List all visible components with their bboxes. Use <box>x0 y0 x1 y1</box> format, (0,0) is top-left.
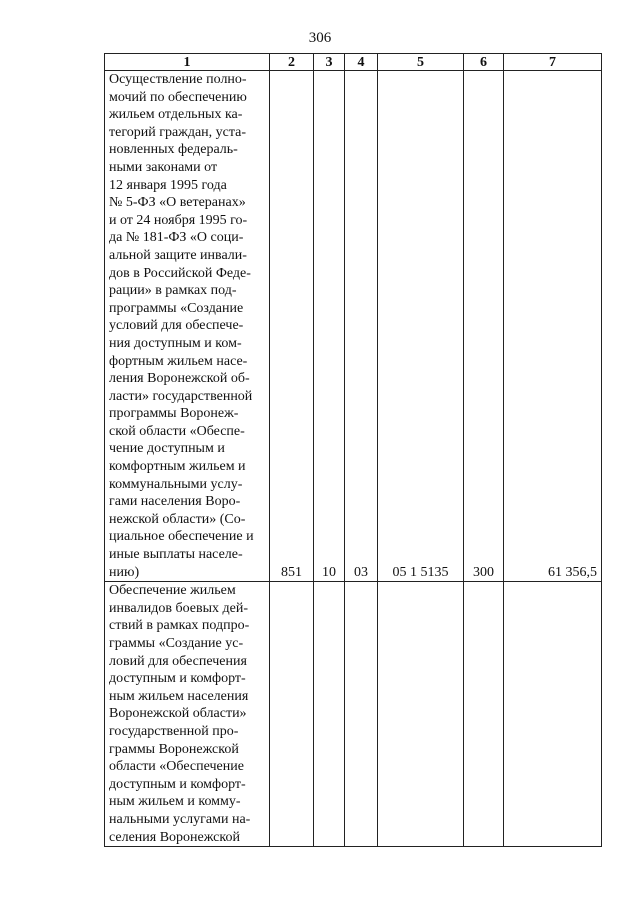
description-line: комфортным жильем и <box>109 459 246 475</box>
description-line: ской области «Обеспе- <box>109 423 245 439</box>
description-line: жильем отдельных ка- <box>109 107 243 123</box>
description-line: программы Воронеж- <box>109 406 239 422</box>
subsection-cell: 03 <box>345 71 378 582</box>
description-line: рации» в рамках под- <box>109 283 237 299</box>
description-line: иные выплаты населе- <box>109 547 243 563</box>
row-description <box>105 71 270 582</box>
table-row <box>105 71 602 582</box>
expense-type-cell <box>464 582 504 847</box>
column-header-4: 4 <box>345 54 378 71</box>
description-line: Осуществление полно- <box>109 72 247 87</box>
description-line: фортным жильем насе- <box>109 353 248 369</box>
grbs-cell <box>270 582 314 847</box>
description-line: ния доступным и ком- <box>109 335 242 351</box>
description-line: и от 24 ноября 1995 го- <box>109 212 248 228</box>
description-line: селения Воронежской <box>109 829 240 845</box>
header-row <box>105 54 602 71</box>
description-line: № 5-ФЗ «О ветеранах» <box>109 195 246 211</box>
description-line: программы «Создание <box>109 300 244 316</box>
amount-cell: 61 356,5 <box>504 71 602 582</box>
column-header-6: 6 <box>464 54 504 71</box>
row-description <box>105 582 270 847</box>
description-line: условий для обеспече- <box>109 318 244 334</box>
description-line: циальное обеспечение и <box>109 529 254 545</box>
description-line: граммы «Создание ус- <box>109 636 244 651</box>
description-line: дов в Российской Феде- <box>109 265 251 281</box>
description-line: нежской области» (Со- <box>109 511 246 527</box>
description-line: ления Воронежской об- <box>109 371 250 387</box>
description-line: доступным и комфорт- <box>109 776 246 792</box>
column-header-7: 7 <box>504 54 602 71</box>
description-line: ным жильем населения <box>109 688 249 704</box>
section-cell <box>314 582 345 847</box>
grbs-cell: 851 <box>270 71 314 582</box>
target-article-cell <box>378 582 464 847</box>
description-line: ными законами от <box>109 159 218 175</box>
description-line: нию) <box>109 564 140 580</box>
subsection-cell <box>345 582 378 847</box>
description-line: чение доступным и <box>109 441 225 457</box>
description-line: альной защите инвали- <box>109 247 247 263</box>
description-line: да № 181-ФЗ «О соци- <box>109 230 244 246</box>
description-line: области «Обеспечение <box>109 759 244 775</box>
column-header-2: 2 <box>270 54 314 71</box>
table-row <box>105 582 602 847</box>
description-line: ловий для обеспечения <box>109 653 247 669</box>
description-line: нальными услугами на- <box>109 811 251 827</box>
description-line: инвалидов боевых дей- <box>109 600 248 616</box>
description-line: 12 января 1995 года <box>109 177 227 193</box>
description-line: гами населения Воро- <box>109 494 241 510</box>
description-line: Обеспечение жильем <box>109 583 236 599</box>
target-article-cell: 05 1 5135 <box>378 71 464 582</box>
description-line: новленных федераль- <box>109 142 238 158</box>
description-line: граммы Воронежской <box>109 741 239 757</box>
description-line: доступным и комфорт- <box>109 671 246 687</box>
description-line: ствий в рамках подпро- <box>109 618 250 634</box>
column-header-1: 1 <box>105 54 270 71</box>
description-line: ласти» государственной <box>109 388 253 404</box>
description-line: мочий по обеспечению <box>109 89 247 105</box>
description-line: коммунальными услу- <box>109 476 243 492</box>
amount-cell <box>504 582 602 847</box>
description-line: тегорий граждан, уста- <box>109 124 247 140</box>
section-cell: 10 <box>314 71 345 582</box>
expense-type-cell: 300 <box>464 71 504 582</box>
column-header-3: 3 <box>314 54 345 71</box>
page-number: 306 <box>308 30 332 46</box>
budget-table <box>104 53 602 847</box>
description-line: ным жильем и комму- <box>109 794 241 810</box>
column-header-5: 5 <box>378 54 464 71</box>
description-line: Воронежской области» <box>109 706 247 722</box>
description-line: государственной про- <box>109 723 239 739</box>
